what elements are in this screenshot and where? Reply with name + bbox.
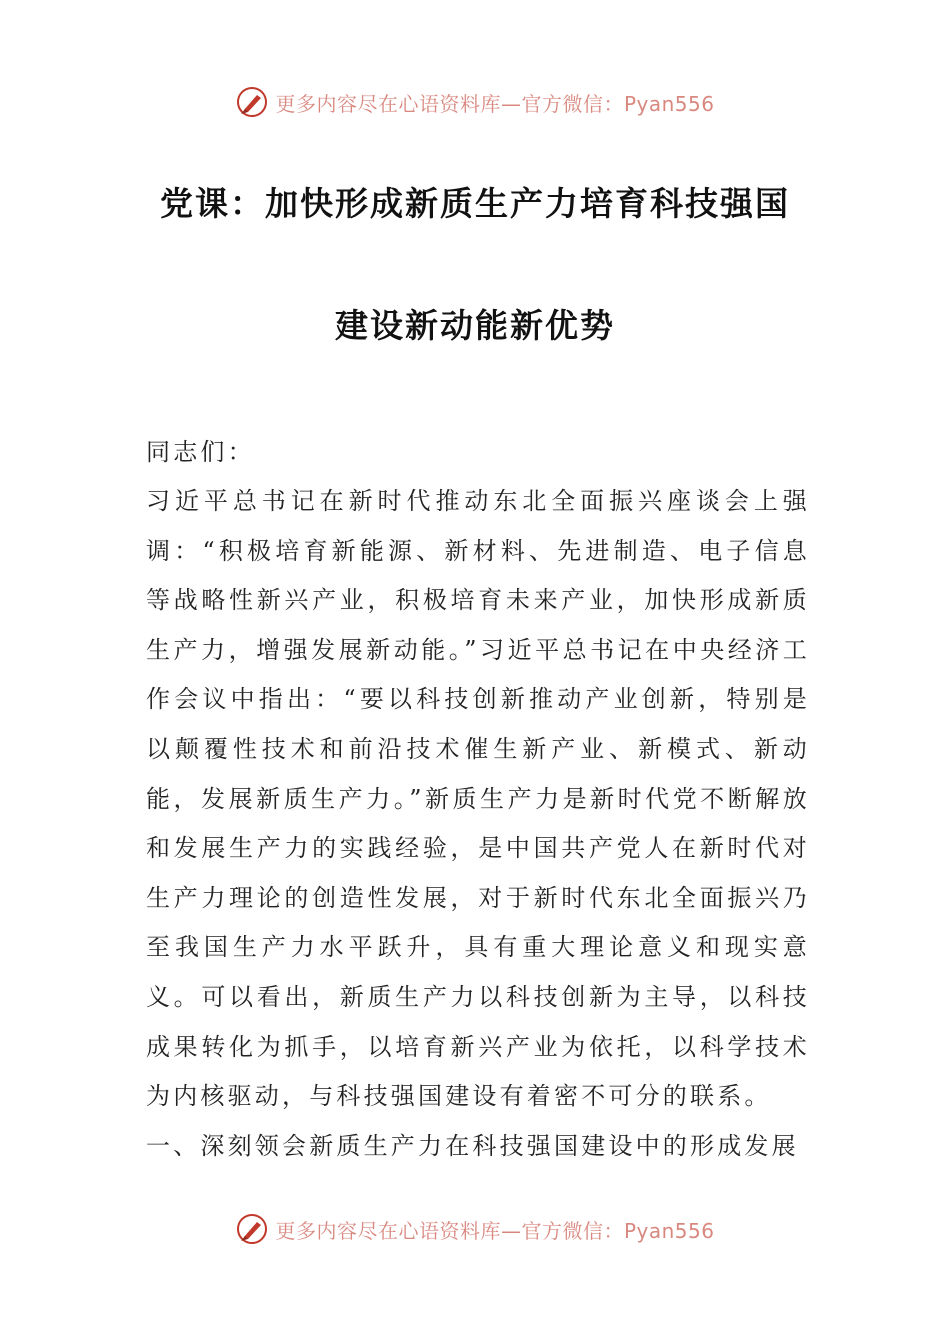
body-paragraph: 习近平总书记在新时代推动东北全面振兴座谈会上强调：“积极培育新能源、新材料、先进制造、电子信息等战略性新兴产业，积极培育未来产业，加快形成新质生产力，增强发展新动能。”习近平总书记在中央经济工作会议中指出：“要以科技创新推动产业创新，特别是以颠覆性技术和前沿技术催生新产业、新模式、新动能，发展新质生产力。”新质生产力是新时代党不断解放和发展生产力的实践经验，是中国共产党人在新时代对生产力理论的创造性发展，对于新时代东北全面振兴乃至我国生产力水平跃升，具有重大理论意义和现实意义。可以看出，新质生产力以科技创新为主导，以科技成果转化为抓手，以培育新兴产业为依托，以科学技术为内核驱动，与科技强国建设有着密不可分的联系。 xyxy=(146,487,810,1111)
header-watermark xyxy=(0,82,950,122)
document-title-line-2: 建设新动能新优势 xyxy=(335,306,615,345)
section-heading-1: 一、深刻领会新质生产力在科技强国建设中的形成发展 xyxy=(146,1132,799,1160)
pen-logo-icon xyxy=(235,85,269,119)
watermark-text: 更多内容尽在心语资料库—官方微信：Pyan556 xyxy=(275,1218,715,1243)
greeting: 同志们： xyxy=(146,438,255,466)
pen-logo-icon xyxy=(235,1212,269,1246)
document-title-line-1: 党课：加快形成新质生产力培育科技强国 xyxy=(160,184,790,223)
watermark-text: 更多内容尽在心语资料库—官方微信：Pyan556 xyxy=(275,91,715,116)
footer-watermark xyxy=(0,1209,950,1249)
